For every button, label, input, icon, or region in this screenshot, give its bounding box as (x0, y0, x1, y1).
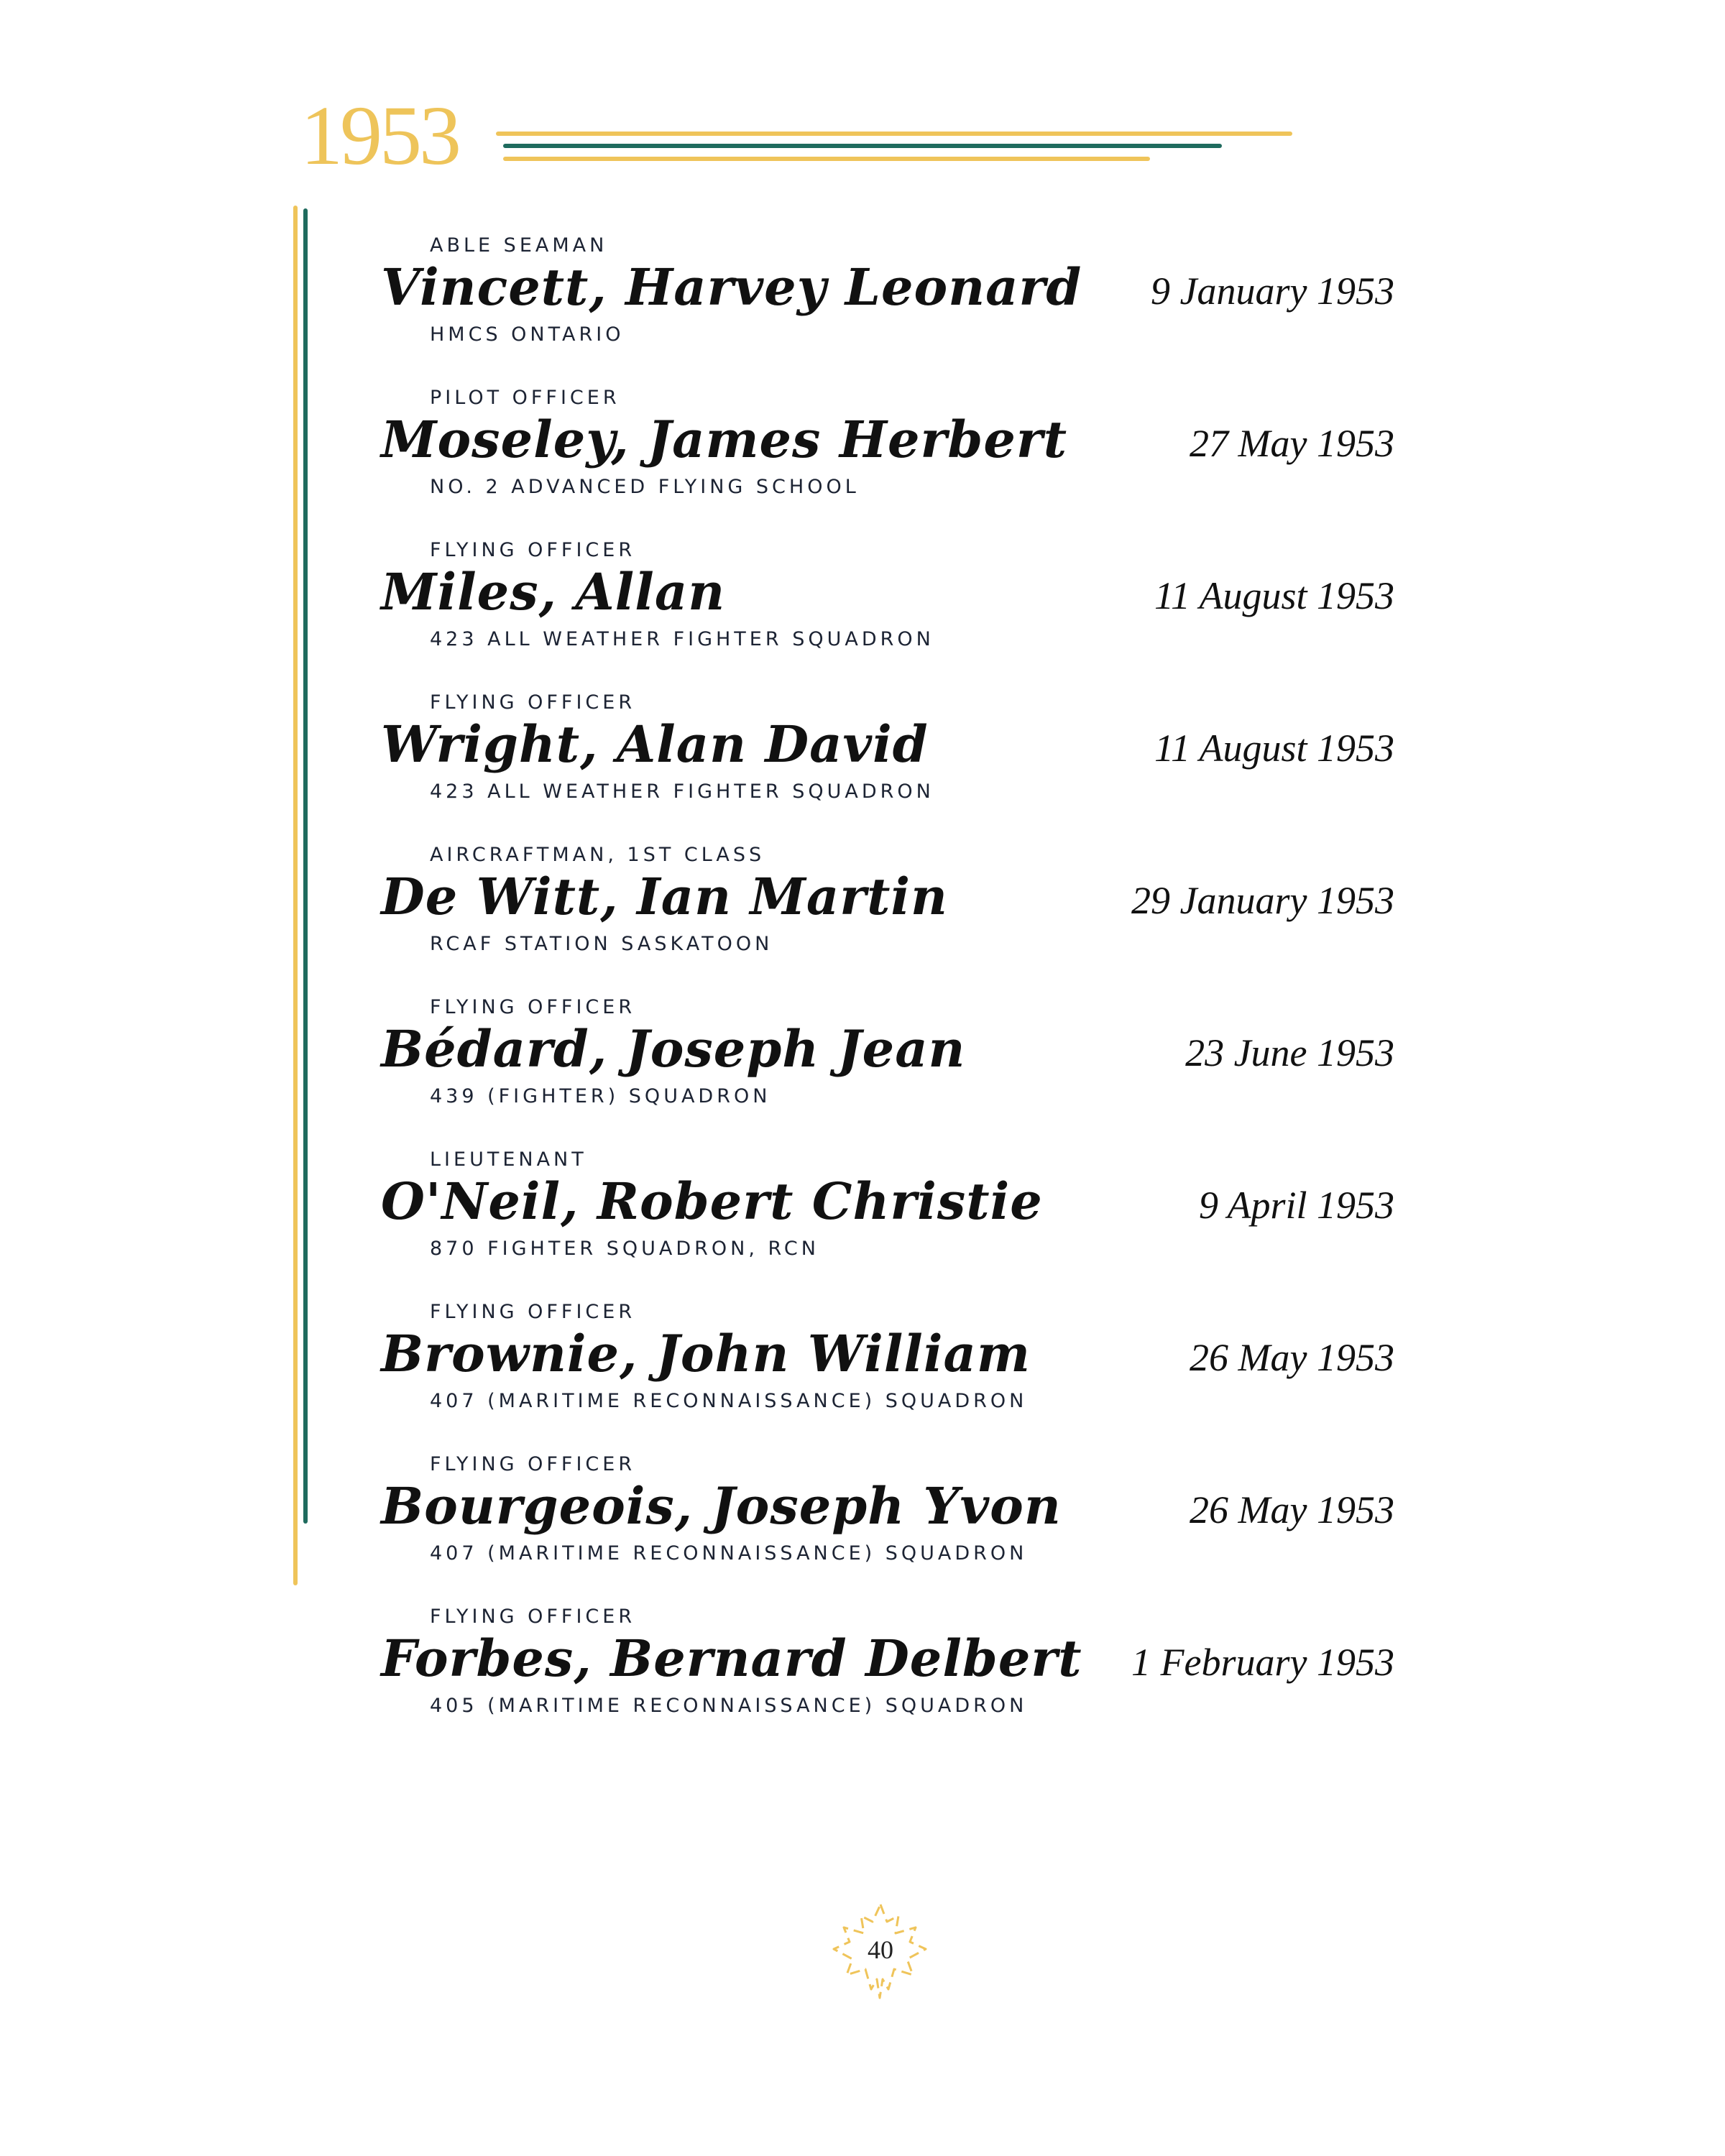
entry-rank: FLYING OFFICER (430, 539, 636, 561)
entry-date: 11 August 1953 (1154, 727, 1394, 770)
entry-date: 29 January 1953 (1131, 879, 1394, 922)
entry-unit: 439 (FIGHTER) SQUADRON (430, 1085, 771, 1107)
entry-unit: RCAF STATION SASKATOON (430, 933, 773, 955)
memorial-entry (381, 687, 1445, 839)
header-rule-gold-top (496, 132, 1292, 136)
entry-rank: ABLE SEAMAN (430, 234, 608, 257)
memorial-entry (381, 1144, 1445, 1296)
entry-unit: 407 (MARITIME RECONNAISSANCE) SQUADRON (430, 1542, 1028, 1565)
entry-rank: FLYING OFFICER (430, 1453, 636, 1475)
entry-unit: NO. 2 ADVANCED FLYING SCHOOL (430, 476, 860, 498)
entry-rank: PILOT OFFICER (430, 387, 620, 409)
entry-name: Wright, Alan David (381, 714, 929, 774)
entry-unit: 423 ALL WEATHER FIGHTER SQUADRON (430, 780, 934, 803)
memorial-entry (381, 1296, 1445, 1449)
entry-name: Vincett, Harvey Leonard (381, 257, 1082, 317)
entry-rank: FLYING OFFICER (430, 1606, 636, 1628)
entry-rank: FLYING OFFICER (430, 691, 636, 714)
entry-unit: HMCS ONTARIO (430, 323, 625, 346)
entry-name: Bédard, Joseph Jean (381, 1019, 966, 1079)
entry-name: Miles, Allan (381, 562, 726, 622)
header-rule-gold-bottom (503, 157, 1150, 161)
entry-date: 1 February 1953 (1131, 1641, 1394, 1684)
entry-name: Moseley, James Herbert (381, 410, 1068, 469)
entry-unit: 405 (MARITIME RECONNAISSANCE) SQUADRON (430, 1695, 1028, 1717)
memorial-entry (381, 535, 1445, 687)
entry-name: O'Neil, Robert Christie (381, 1171, 1043, 1231)
entry-rank: LIEUTENANT (430, 1148, 587, 1171)
year-heading: 1953 (300, 88, 459, 183)
entry-unit: 407 (MARITIME RECONNAISSANCE) SQUADRON (430, 1390, 1028, 1412)
entry-rank: AIRCRAFTMAN, 1ST CLASS (430, 844, 765, 866)
entry-unit: 870 FIGHTER SQUADRON, RCN (430, 1238, 819, 1260)
entry-rank: FLYING OFFICER (430, 996, 636, 1018)
memorial-entry (381, 839, 1445, 992)
entry-name: Bourgeois, Joseph Yvon (381, 1476, 1062, 1536)
page-number: 40 (868, 1935, 893, 1964)
entry-name: De Witt, Ian Martin (381, 867, 948, 926)
entry-date: 23 June 1953 (1185, 1031, 1394, 1074)
entry-unit: 423 ALL WEATHER FIGHTER SQUADRON (430, 628, 934, 650)
page-number-ornament (827, 1897, 934, 2005)
entry-rank: FLYING OFFICER (430, 1301, 636, 1323)
entry-date: 9 January 1953 (1151, 270, 1394, 313)
memorial-entry (381, 230, 1445, 382)
entry-date: 9 April 1953 (1198, 1184, 1394, 1227)
entry-date: 27 May 1953 (1190, 422, 1394, 465)
entry-date: 11 August 1953 (1154, 574, 1394, 617)
margin-rule-gold (293, 206, 298, 1585)
header-rule-green (503, 144, 1222, 148)
memorial-entry (381, 1449, 1445, 1601)
entry-name: Brownie, John William (381, 1324, 1031, 1383)
memorial-entry (381, 992, 1445, 1144)
entry-date: 26 May 1953 (1190, 1488, 1394, 1531)
margin-rule-green (303, 208, 308, 1524)
memorial-entry (381, 382, 1445, 535)
memorial-entry (381, 1601, 1445, 1754)
entry-name: Forbes, Bernard Delbert (381, 1628, 1082, 1688)
memorial-entry-list (381, 230, 1445, 1754)
entry-date: 26 May 1953 (1190, 1336, 1394, 1379)
